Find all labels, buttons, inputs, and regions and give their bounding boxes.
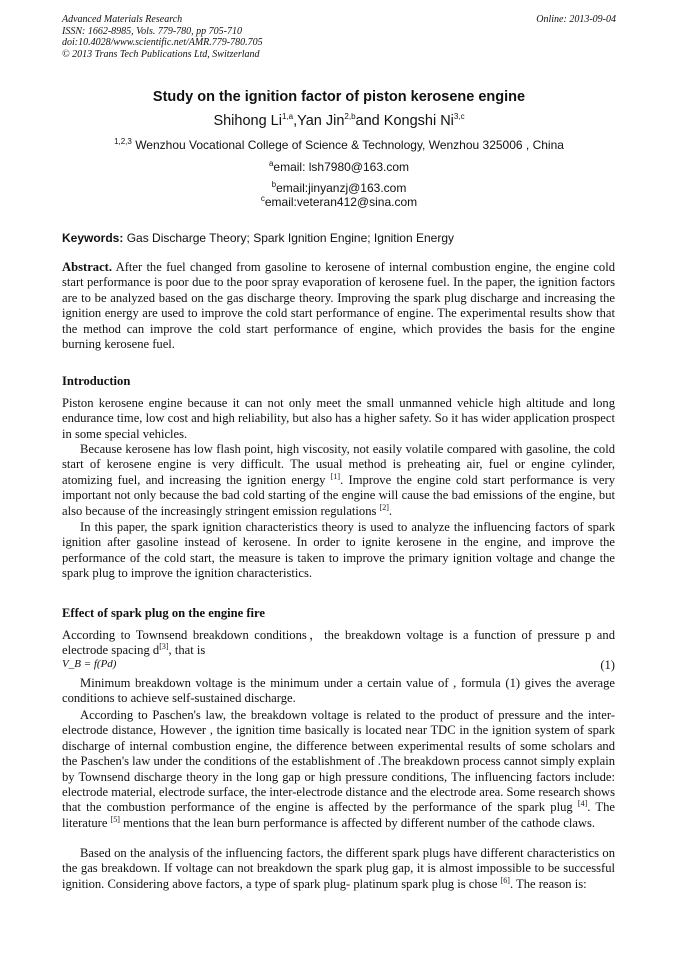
section2-p4-text: Based on the analysis of the influencing factors, the different spark plugs have different characteristics on the gas breakdown. If voltage can not breakdown the spark plug gap, it is almost impossible to be successful ignition. Considering above factors, a type of spark plug- platinum spark plug is chose xyxy=(62,846,615,891)
online-date: Online: 2013-09-04 xyxy=(536,14,616,25)
email-b xyxy=(0,181,678,195)
section-heading-introduction: Introduction xyxy=(62,374,131,388)
intro-p2-text: . Improve the engine cold start performance is very important not only because the bad cold starting of the engine will cause the bad emissions of the engine, but also because of the increasingly stringent emission regulations xyxy=(62,472,615,518)
section-heading-spark-plug: Effect of spark plug on the engine fire xyxy=(62,606,266,620)
copyright-line: © 2013 Trans Tech Publications Ltd, Switzerland xyxy=(62,48,260,60)
email-text: email: lsh7980@163.com xyxy=(273,160,410,174)
journal-header xyxy=(62,14,616,60)
section2-p1-text: According to Townsend breakdown conditions，the breakdown voltage is a function of pressure p and electrode spacing d xyxy=(62,628,615,658)
email-a xyxy=(0,160,678,174)
citation-ref: [5] xyxy=(110,814,120,824)
author-name: Shihong Li xyxy=(213,113,282,129)
author-name: and Kongshi Ni xyxy=(355,113,454,129)
equation-1 xyxy=(62,658,615,673)
equation-number: (1) xyxy=(600,658,615,672)
doi-line: doi:10.4028/www.scientific.net/AMR.779-780.705 xyxy=(62,37,263,48)
intro-p2-text: Because kerosene has low flash point, high viscosity, not easily volatile compared with gasoline, the cold start of kerosene engine is very difficult. The usual method is preheating air, fuel or engine cylinder, atomizing fuel, and increasing the ignition energy xyxy=(62,442,615,487)
abstract-text: After the fuel changed from gasoline to kerosene of internal combustion engine, the engine cold start performance is poor due to the poor spray evaporation of kerosene fuel. In the paper, the ignition factors are to be analyzed based on the gas discharge theory. Improving the spark plug discharge and increasing the ignition energy are used to improve the cold start performance of engine. The experimental results show that the method can improve the cold start performance of engine, which provides the basis for the engine burning kerosene fuel. xyxy=(62,260,615,352)
section2-p4-text: . The reason is: xyxy=(509,876,587,891)
author-affiliation-mark: 3,c xyxy=(453,112,465,122)
keywords xyxy=(62,231,454,245)
citation-ref: [6] xyxy=(500,875,510,885)
intro-p2-text: . xyxy=(388,503,393,518)
email-text: email:jinyanzj@163.com xyxy=(276,181,407,195)
email-text: email:veteran412@sina.com xyxy=(264,195,418,209)
section2-paragraph-3 xyxy=(62,708,615,831)
section2-p1-text: , that is xyxy=(168,643,206,658)
paper-title: Study on the ignition factor of piston kerosene engine xyxy=(152,89,526,105)
email-c xyxy=(0,195,678,209)
section2-paragraph-4 xyxy=(62,846,615,892)
abstract-label: Abstract. xyxy=(62,260,113,274)
author-affiliation-mark: 2,b xyxy=(344,112,356,122)
journal-name: Advanced Materials Research xyxy=(62,14,183,25)
abstract xyxy=(62,260,615,352)
intro-paragraph-3: In this paper, the spark ignition characteristics theory is used to analyze the influencing factors of spark ignition after gasoline instead of kerosene. In order to ignite kerosene in the engine, and improve the performance of the cold start, the measure is taken to improve the primary ignition voltage and change the spark plug to improve the ignition characteristics. xyxy=(62,520,615,581)
citation-ref: [3] xyxy=(159,642,169,652)
equation-formula: V_B = f(Pd) xyxy=(62,658,117,670)
affiliation-text: Wenzhou Vocational College of Science & Technology, Wenzhou 325006 , China xyxy=(131,138,564,152)
keywords-text: Gas Discharge Theory; Spark Ignition Engine; Ignition Energy xyxy=(123,231,454,245)
intro-paragraph-1: Piston kerosene engine because it can not only meet the small unmanned vehicle high altitude and long endurance time, low cost and high reliability, but also has a higher safety. So it has wider application prospect in some special vehicles. xyxy=(62,396,615,441)
section2-p3-text: mentions that the lean burn performance is affected by different number of the cathode claws. xyxy=(119,815,596,830)
keywords-label: Keywords: xyxy=(62,231,124,245)
author-name: ,Yan Jin xyxy=(293,113,345,129)
email-mark: c xyxy=(260,194,265,203)
citation-ref: [1] xyxy=(330,471,341,481)
affiliation xyxy=(0,138,678,152)
section2-paragraph-2: Minimum breakdown voltage is the minimum under a certain value of , formula (1) gives the average conditions to achieve self-sustained discharge. xyxy=(62,676,615,706)
intro-paragraph-2 xyxy=(62,442,615,519)
section2-p3-text: According to Paschen's law, the breakdown voltage is related to the product of pressure and the inter-electrode distance, However , the ignition time basically is located near TDC in the ignition system of spark discharge of internal combustion engine, the difference between experimental results of some scholars and the Paschen's law under the conditions of the establishment of .The breakdown process cannot simply explain by Townsend discharge theory in the long gap or high pressure conditions, The influencing factors include: electrode material, electrode surface, the inter-electrode distance and the electrode area. Some research shows that the combustion performance of the engine is affected by the performance of the spark plug xyxy=(62,708,615,815)
issn-line: ISSN: 1662-8985, Vols. 779-780, pp 705-710 xyxy=(62,25,242,37)
author-affiliation-mark: 1,a xyxy=(281,112,294,122)
citation-ref: [4] xyxy=(577,799,588,809)
email-mark: a xyxy=(268,159,274,168)
affiliation-mark: 1,2,3 xyxy=(114,137,132,146)
email-mark: b xyxy=(271,180,277,189)
author-list xyxy=(0,113,678,129)
section2-p3-text: . The literature xyxy=(62,800,615,830)
citation-ref: [2] xyxy=(379,502,389,512)
section2-paragraph-1 xyxy=(62,628,615,659)
